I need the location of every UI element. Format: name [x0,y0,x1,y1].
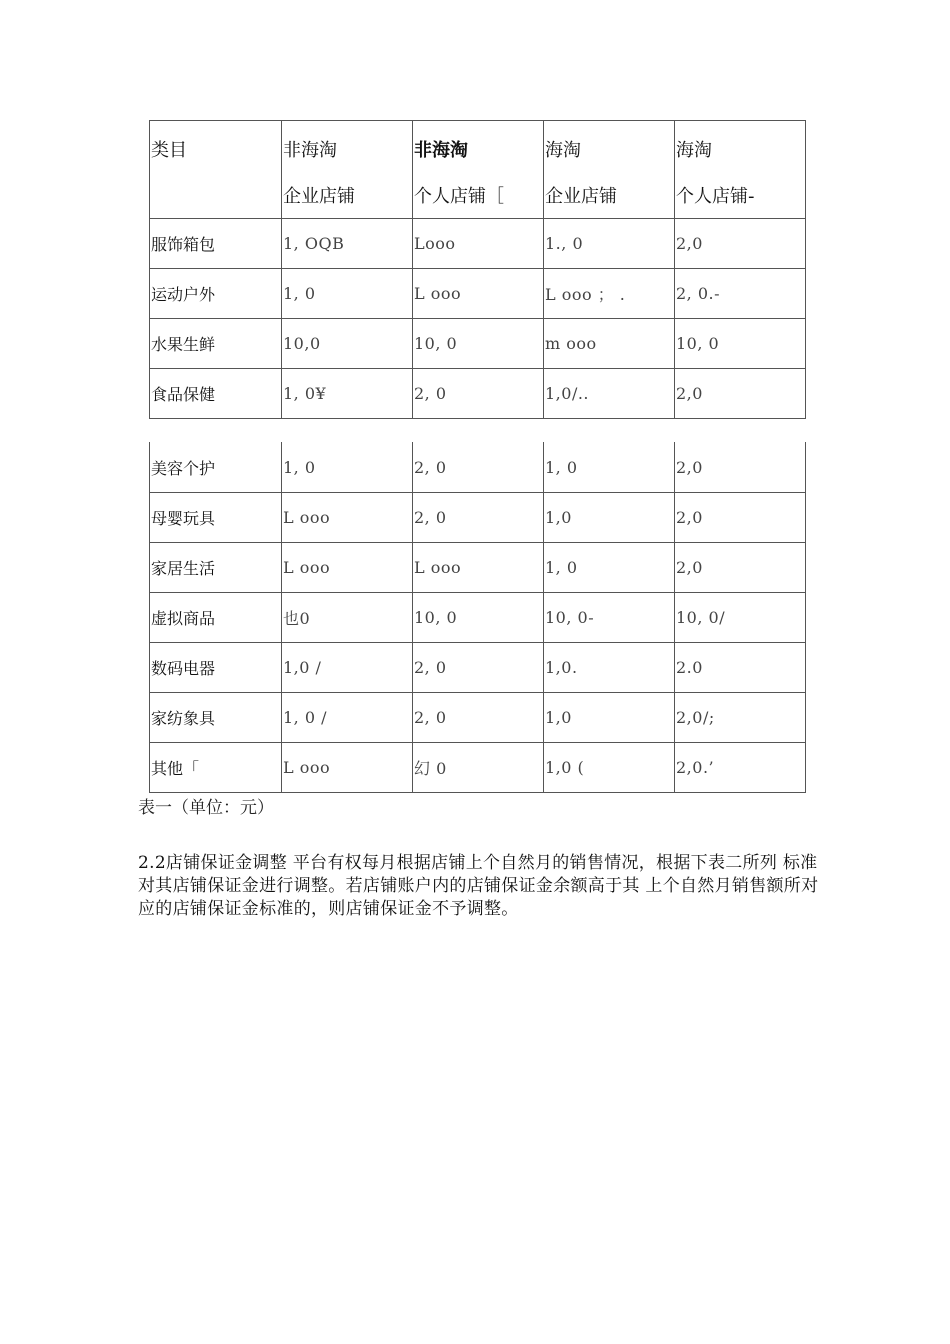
value-cell: 1,0 / [282,643,413,693]
table-row [150,743,806,793]
value-cell: 2,0 [675,219,806,269]
value-cell: 2, 0.- [675,269,806,319]
category-cell: 家居生活 [150,543,282,593]
value-cell: 10, 0 [675,319,806,369]
table-row [150,319,806,369]
value-cell: 1, 0 [544,442,675,493]
value-cell: 2, 0 [413,493,544,543]
value-cell: 也0 [282,593,413,643]
deposit-table-bottom [149,442,806,793]
value-cell: 1,0 [544,493,675,543]
value-cell: 1, OQB [282,219,413,269]
section-paragraph: 2.2店铺保证金调整 平台有权每月根据店铺上个自然月的销售情况，根据下表二所列 标准对其店铺保证金进行调整。若店铺账户内的店铺保证金余额高于其 上个自然月销售额所对应的店铺保证金标准的，则店铺保证金不予调整。 [138,853,819,919]
category-cell: 家纺象具 [150,693,282,743]
deposit-table-top [149,120,806,419]
value-cell: 10, 0 [413,319,544,369]
value-cell: 2,0 [675,369,806,419]
value-cell: 1., 0 [544,219,675,269]
value-cell: 10, 0 [413,593,544,643]
category-cell: 水果生鲜 [150,319,282,369]
value-cell: 2.0 [675,643,806,693]
value-cell: 2,0 [675,493,806,543]
header-col-4: 海淘 个人店铺- [675,121,806,219]
table-row [150,442,806,493]
value-cell: 1, 0 [282,269,413,319]
value-cell: L ooo ； . [544,269,675,319]
table-row [150,693,806,743]
value-cell: Looo [413,219,544,269]
value-cell: L ooo [282,493,413,543]
header-col-3: 海淘 企业店铺 [544,121,675,219]
value-cell: m ooo [544,319,675,369]
category-cell: 其他「 [150,743,282,793]
value-cell: 1, 0 [282,442,413,493]
header-col-2: 非海淘 个人店铺［ [413,121,544,219]
table-caption: 表一（单位：元） [138,798,274,818]
value-cell: 1,0/.. [544,369,675,419]
value-cell: 1,0. [544,643,675,693]
value-cell: 1, 0 [544,543,675,593]
header-col-1: 非海淘 企业店铺 [282,121,413,219]
value-cell: L ooo [413,269,544,319]
table-row [150,643,806,693]
category-cell: 服饰箱包 [150,219,282,269]
value-cell: 2, 0 [413,442,544,493]
value-cell: 1, 0 / [282,693,413,743]
table-row [150,219,806,269]
table-row [150,269,806,319]
value-cell: 1,0 ( [544,743,675,793]
header-category: 类目 [150,121,282,219]
value-cell: 10, 0/ [675,593,806,643]
category-cell: 食品保健 [150,369,282,419]
value-cell: 1,0 [544,693,675,743]
table-header-row [150,121,806,219]
value-cell: 10, 0- [544,593,675,643]
value-cell: 幻 0 [413,743,544,793]
table-row [150,369,806,419]
category-cell: 美容个护 [150,442,282,493]
value-cell: 2, 0 [413,643,544,693]
value-cell: 10,0 [282,319,413,369]
category-cell: 数码电器 [150,643,282,693]
table-row [150,543,806,593]
value-cell: L ooo [282,743,413,793]
value-cell: 2,0 [675,442,806,493]
category-cell: 母婴玩具 [150,493,282,543]
category-cell: 运动户外 [150,269,282,319]
value-cell: L ooo [282,543,413,593]
value-cell: 2, 0 [413,693,544,743]
category-cell: 虚拟商品 [150,593,282,643]
table-row [150,593,806,643]
value-cell: 2,0/; [675,693,806,743]
value-cell: 2,0.’ [675,743,806,793]
value-cell: 2,0 [675,543,806,593]
value-cell: L ooo [413,543,544,593]
value-cell: 1, 0¥ [282,369,413,419]
value-cell: 2, 0 [413,369,544,419]
table-row [150,493,806,543]
